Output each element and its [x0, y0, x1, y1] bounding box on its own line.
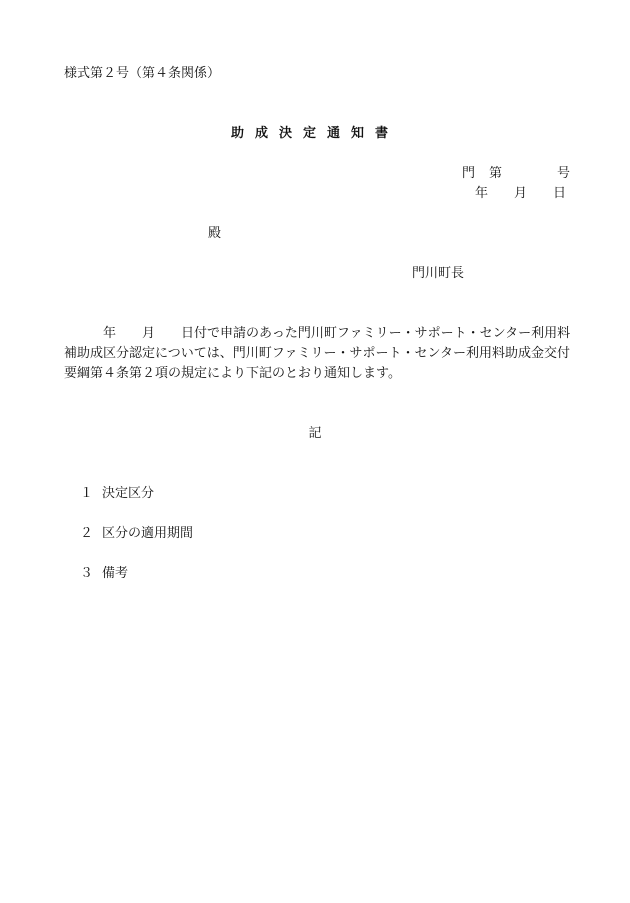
body-line-1: 年 月 日付で申請のあった門川町ファミリー・サポート・センター利用料: [103, 326, 571, 341]
body-line-2: 補助成区分認定については、門川町ファミリー・サポート・センター利用料助成金交付: [64, 346, 570, 361]
addressee: 殿: [208, 226, 222, 241]
doc-number-suffix: 号: [557, 166, 571, 181]
document-number: [462, 166, 570, 182]
doc-number-prefix: 門: [462, 166, 476, 181]
issue-date: [475, 186, 566, 202]
ki-heading: 記: [308, 426, 322, 441]
list-item: [80, 526, 193, 542]
item-label: 決定区分: [102, 486, 155, 501]
body-line-3: 要綱第４条第２項の規定により下記のとおり通知します。: [64, 366, 401, 381]
item-number: １: [80, 486, 94, 501]
notice-body: [64, 324, 624, 384]
date-year: 年: [475, 186, 489, 201]
page-title: 助成決定通知書: [230, 126, 399, 141]
date-month: 月: [514, 186, 528, 201]
date-day: 日: [553, 186, 567, 201]
form-label: 様式第２号（第４条関係）: [64, 66, 221, 81]
item-label: 備考: [102, 566, 129, 581]
item-number: ３: [80, 566, 94, 581]
issuer: 門川町長: [412, 266, 465, 281]
item-number: ２: [80, 526, 94, 541]
list-item: [80, 566, 128, 582]
list-item: [80, 486, 154, 502]
item-label: 区分の適用期間: [102, 526, 194, 541]
doc-number-mid: 第: [489, 166, 503, 181]
